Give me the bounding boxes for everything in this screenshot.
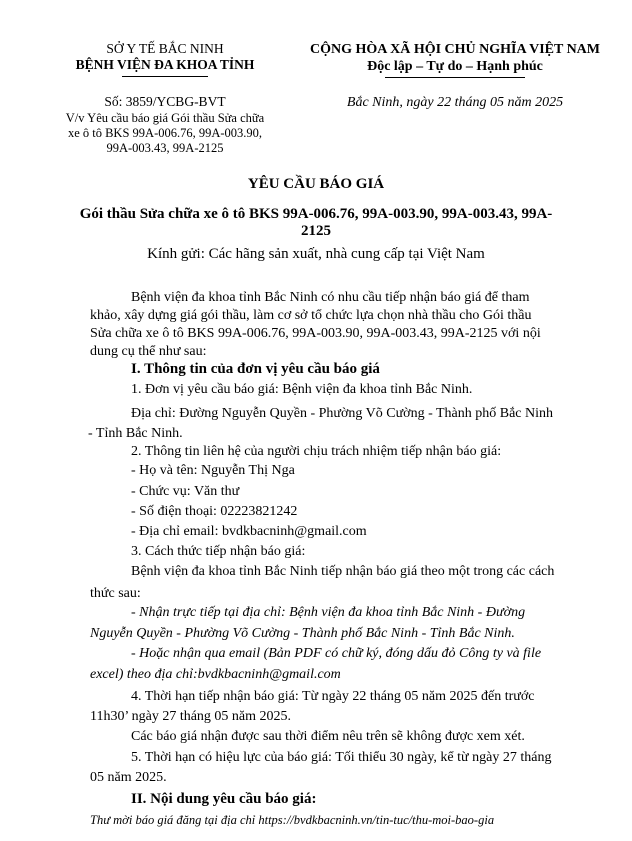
section-1-line: 3. Cách thức tiếp nhận báo giá: (131, 544, 306, 559)
section-1-line: - Địa chỉ email: bvdkbacninh@gmail.com (131, 524, 367, 539)
hospital-name: BỆNH VIỆN ĐA KHOA TỈNH (75, 57, 255, 72)
footer-note: Thư mời báo giá đăng tại địa chỉ https://bvdkbacninh.vn/tin-tuc/thu-moi-bao-gia (90, 813, 495, 827)
intro-line-3: Sửa chữa xe ô tô BKS 99A-006.76, 99A-003.90, 99A-003.43, 99A-2125 với nội (90, 326, 541, 341)
section-1-line: 5. Thời hạn có hiệu lực của báo giá: Tối thiểu 30 ngày, kể từ ngày 27 tháng (131, 750, 552, 765)
section-1-line: 1. Đơn vị yêu cầu báo giá: Bệnh viện đa khoa tỉnh Bắc Ninh. (131, 382, 473, 397)
section-1-line: - Tỉnh Bắc Ninh. (88, 426, 183, 441)
section-1-line: 11h30’ ngày 27 tháng 05 năm 2025. (90, 709, 292, 724)
intro-line-1: Bệnh viện đa khoa tỉnh Bắc Ninh có nhu cầu tiếp nhận báo giá để tham (131, 290, 530, 305)
subject-line-2: xe ô tô BKS 99A-006.76, 99A-003.90, (67, 126, 263, 140)
section-1-italic-line: - Nhận trực tiếp tại địa chỉ: Bệnh viện đa khoa tỉnh Bắc Ninh - Đường (131, 605, 526, 620)
republic-name: CỘNG HÒA XÃ HỘI CHỦ NGHĨA VIỆT NAM (309, 42, 600, 57)
motto-underline (385, 77, 525, 78)
subject-line-3: 99A-003.43, 99A-2125 (106, 141, 224, 155)
document-title: YÊU CẦU BÁO GIÁ (247, 176, 385, 192)
section-1-line: 4. Thời hạn tiếp nhận báo giá: Từ ngày 22 tháng 05 năm 2025 đến trước (131, 689, 535, 704)
section-1-line: Địa chỉ: Đường Nguyễn Quyền - Phường Võ Cường - Thành phố Bắc Ninh (131, 406, 554, 421)
section-1-italic-line: excel) theo địa chỉ:bvdkbacninh@gmail.com (90, 667, 341, 682)
section-1-line: Bệnh viện đa khoa tỉnh Bắc Ninh tiếp nhận báo giá theo một trong các cách (131, 564, 555, 579)
section-1-line: thức sau: (90, 586, 141, 601)
section-1-heading: I. Thông tin của đơn vị yêu cầu báo giá (131, 361, 380, 377)
issue-date: Bắc Ninh, ngày 22 tháng 05 năm 2025 (346, 95, 564, 110)
section-2-heading: II. Nội dung yêu cầu báo giá: (131, 791, 317, 807)
section-1-line: Các báo giá nhận được sau thời điểm nêu trên sẽ không được xem xét. (131, 729, 525, 744)
ministry-name: SỞ Y TẾ BẮC NINH (106, 41, 224, 56)
subtitle-line-1: Gói thầu Sửa chữa xe ô tô BKS 99A-006.76, 99A-003.90, 99A-003.43, 99A- (79, 206, 553, 222)
document-number: Số: 3859/YCBG-BVT (104, 94, 226, 109)
section-1-line: 2. Thông tin liên hệ của người chịu trách nhiệm tiếp nhận báo giá: (131, 444, 502, 459)
subtitle-line-2: 2125 (301, 223, 331, 239)
national-motto: Độc lập – Tự do – Hạnh phúc (367, 59, 543, 74)
section-1-line: 05 năm 2025. (90, 770, 167, 785)
section-1-italic-line: - Hoặc nhận qua email (Bản PDF có chữ ký, đóng dấu đỏ Công ty và file (131, 646, 542, 661)
recipient: Kính gửi: Các hãng sản xuất, nhà cung cấp tại Việt Nam (147, 246, 485, 262)
intro-line-4: dung cụ thể như sau: (90, 344, 207, 359)
hospital-underline (122, 76, 208, 77)
section-1-italic-line: Nguyễn Quyền - Phường Võ Cường - Thành phố Bắc Ninh - Tỉnh Bắc Ninh. (90, 626, 515, 641)
intro-line-2: khảo, xây dựng giá gói thầu, làm cơ sở tổ chức lựa chọn nhà thầu cho Gói thầu (90, 308, 532, 323)
section-1-line: - Họ và tên: Nguyễn Thị Nga (131, 463, 295, 478)
section-1-line: - Số điện thoại: 02223821242 (131, 504, 298, 519)
subject-line-1: V/v Yêu cầu báo giá Gói thầu Sửa chữa (65, 111, 265, 125)
section-1-line: - Chức vụ: Văn thư (131, 484, 240, 499)
